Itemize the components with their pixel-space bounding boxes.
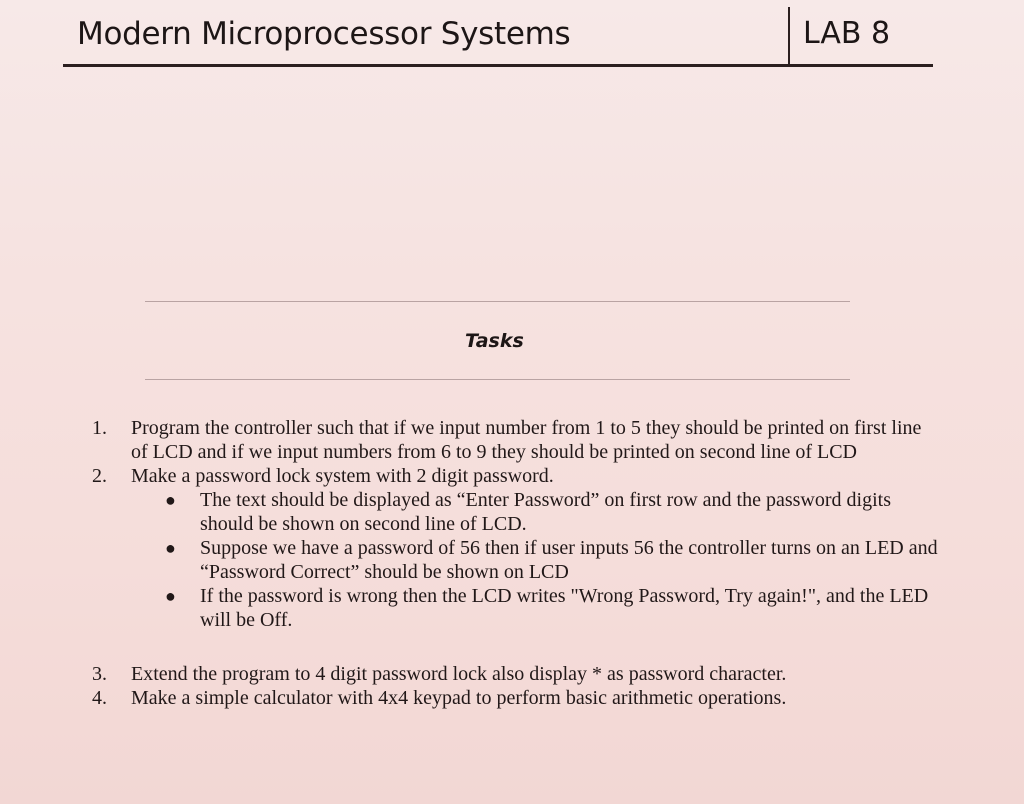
header-underline [63, 64, 933, 67]
task-number: 1. [92, 417, 107, 439]
tasks-bottom-rule [145, 379, 850, 380]
bullet-icon: ● [165, 490, 176, 510]
task-text: Program the controller such that if we input number from 1 to 5 they should be printed on first line of LCD and if we input numbers from 6 to 9 they should be printed on second line of LCD [131, 417, 922, 463]
lab-number: LAB 8 [803, 16, 891, 51]
bullet-icon: ● [165, 586, 176, 606]
task-number: 4. [92, 687, 107, 709]
tasks-heading: Tasks [465, 330, 524, 352]
bullet-text: The text should be displayed as “Enter Password” on first row and the password digits should be shown on second line of LCD. [200, 489, 891, 535]
bullet-text: If the password is wrong then the LCD writes "Wrong Password, Try again!", and the LED will be Off. [200, 585, 929, 631]
task-2-bullet-list [131, 488, 942, 632]
bullet-text: Suppose we have a password of 56 then if user inputs 56 the controller turns on an LED and “Password Correct” should be shown on LCD [200, 537, 938, 583]
task-text: Make a simple calculator with 4x4 keypad to perform basic arithmetic operations. [131, 687, 787, 709]
task-item-3 [92, 662, 942, 686]
task-list [92, 416, 942, 710]
task-item-2 [92, 464, 942, 632]
bullet-item [131, 536, 942, 584]
task-number: 3. [92, 663, 107, 685]
spacer [92, 632, 942, 662]
task-text: Make a password lock system with 2 digit password. [131, 465, 554, 487]
tasks-top-rule [145, 301, 850, 302]
bullet-item [131, 488, 942, 536]
task-item-1 [92, 416, 942, 464]
task-item-4 [92, 686, 942, 710]
task-text: Extend the program to 4 digit password lock also display * as password character. [131, 663, 787, 685]
task-number: 2. [92, 465, 107, 487]
header-divider [788, 7, 790, 67]
bullet-item [131, 584, 942, 632]
course-title: Modern Microprocessor Systems [77, 16, 571, 52]
bullet-icon: ● [165, 538, 176, 558]
